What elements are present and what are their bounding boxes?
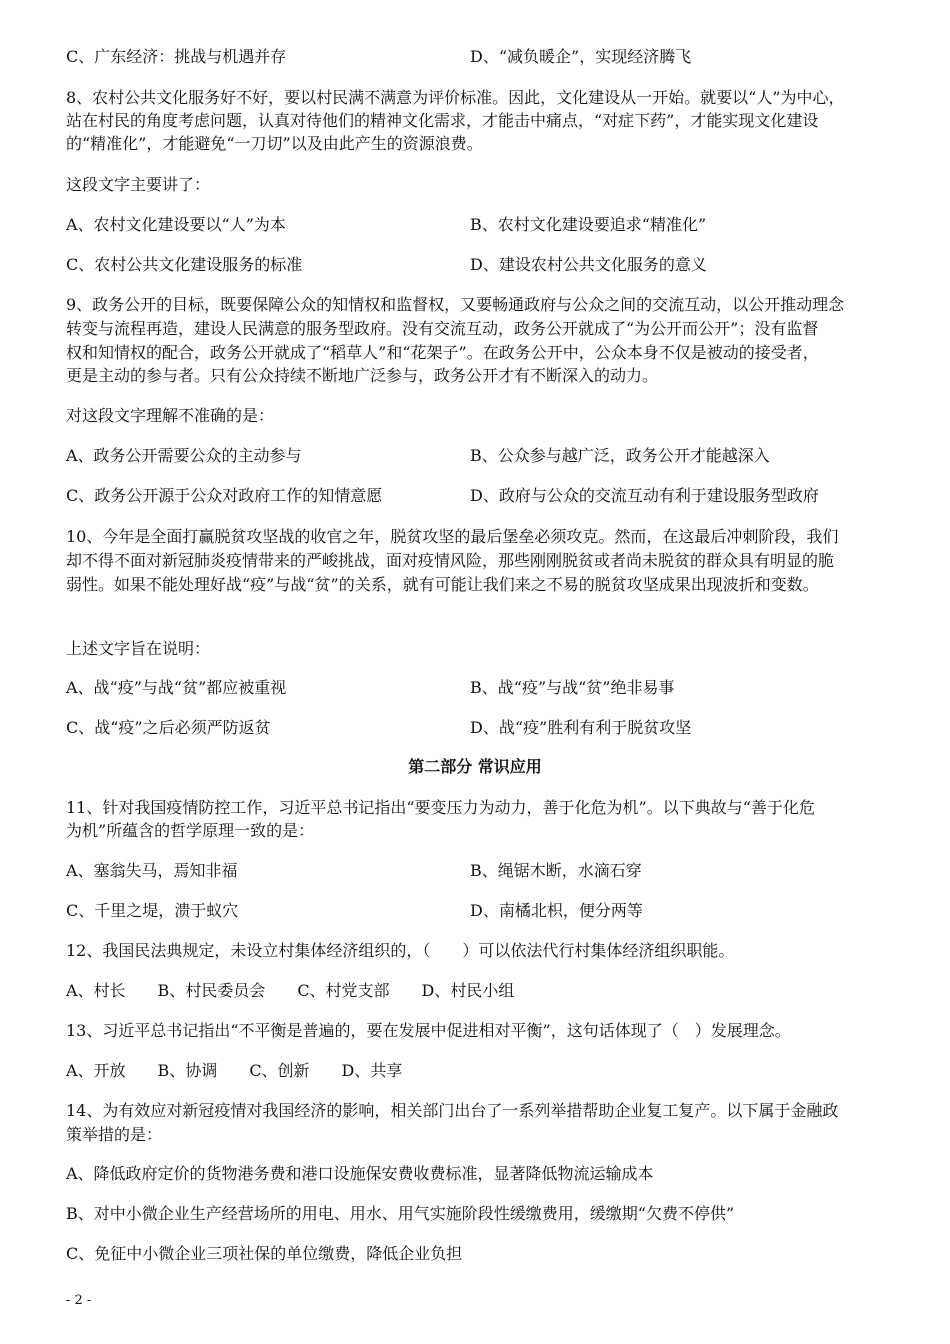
q9-option-d: D、政府与公众的交流互动有利于建设服务型政府 bbox=[470, 486, 819, 505]
q14-option-b: B、对中小微企业生产经营场所的用电、用水、用气实施阶段性缓缴费用，缓缴期“欠费不停供” bbox=[66, 1204, 735, 1223]
q10-stem-line: 却不得不面对新冠肺炎疫情带来的严峻挑战，面对疫情风险，那些刚刚脱贫或者尚未脱贫的群众具有明显的脆 bbox=[66, 551, 835, 570]
section-title: 第二部分 常识应用 bbox=[408, 757, 542, 776]
q10-option-a: A、战“疫”与战“贫”都应被重视 bbox=[66, 678, 287, 697]
q9-option-b: B、公众参与越广泛，政务公开才能越深入 bbox=[470, 446, 770, 465]
q10-stem-line: 10、今年是全面打赢脱贫攻坚战的收官之年，脱贫攻坚的最后堡垒必须攻克。然而，在这最后冲刺阶段，我们 bbox=[66, 527, 839, 546]
q11-option-b: B、绳锯木断，水滴石穿 bbox=[470, 861, 642, 880]
q12-stem: 12、我国民法典规定，未设立村集体经济组织的，（ ）可以依法代行村集体经济组织职能。 bbox=[66, 941, 735, 960]
q14-option-c: C、免征中小微企业三项社保的单位缴费，降低企业负担 bbox=[66, 1244, 463, 1263]
q14-option-a: A、降低政府定价的货物港务费和港口设施保安费收费标准，显著降低物流运输成本 bbox=[66, 1164, 654, 1183]
q9-stem-line: 更是主动的参与者。只有公众持续不断地广泛参与，政务公开才有不断深入的动力。 bbox=[66, 366, 659, 385]
q13-options: A、开放 B、协调 C、创新 D、共享 bbox=[66, 1061, 403, 1080]
q7-option-d: D、“减负暖企”，实现经济腾飞 bbox=[470, 47, 692, 66]
q14-stem-line: 策举措的是： bbox=[66, 1125, 163, 1144]
q9-question: 对这段文字理解不准确的是： bbox=[66, 406, 275, 425]
q9-option-a: A、政务公开需要公众的主动参与 bbox=[66, 446, 302, 465]
q8-option-c: C、农村公共文化建设服务的标准 bbox=[66, 255, 303, 274]
q7-option-c: C、广东经济：挑战与机遇并存 bbox=[66, 47, 287, 66]
q11-stem-line: 11、针对我国疫情防控工作，习近平总书记指出“要变压力为动力，善于化危为机”。以下典故与“善于化危 bbox=[66, 798, 815, 817]
q10-option-b: B、战“疫”与战“贫”绝非易事 bbox=[470, 678, 675, 697]
q8-stem-line: 的“精准化”，才能避免“一刀切”以及由此产生的资源浪费。 bbox=[66, 134, 483, 153]
q8-option-b: B、农村文化建设要追求“精准化” bbox=[470, 215, 707, 234]
q11-option-c: C、千里之堤，溃于蚁穴 bbox=[66, 901, 239, 920]
q10-option-c: C、战“疫”之后必须严防返贫 bbox=[66, 718, 271, 737]
q11-option-d: D、南橘北枳，便分两等 bbox=[470, 901, 643, 920]
q9-stem-line: 权和知情权的配合，政务公开就成了“稻草人”和“花架子”。在政务公开中，公众本身不仅是被动的接受者， bbox=[66, 343, 819, 362]
q9-stem-line: 9、政务公开的目标，既要保障公众的知情权和监督权，又要畅通政府与公众之间的交流互动，以公开推动理念 bbox=[66, 295, 845, 314]
q14-stem-line: 14、为有效应对新冠疫情对我国经济的影响，相关部门出台了一系列举措帮助企业复工复产。以下属于金融政 bbox=[66, 1101, 839, 1120]
q9-stem-line: 转变与流程再造，建设人民满意的服务型政府。没有交流互动，政务公开就成了“为公开而公开”；没有监督 bbox=[66, 319, 819, 338]
q8-stem-line: 8、农村公共文化服务好不好，要以村民满不满意为评价标准。因此，文化建设从一开始。就要以“人”为中心， bbox=[66, 88, 845, 107]
q8-option-a: A、农村文化建设要以“人”为本 bbox=[66, 215, 286, 234]
q11-option-a: A、塞翁失马，焉知非福 bbox=[66, 861, 238, 880]
q8-question: 这段文字主要讲了： bbox=[66, 175, 211, 194]
q10-option-d: D、战“疫”胜利有利于脱贫攻坚 bbox=[470, 718, 692, 737]
q12-options: A、村长 B、村民委员会 C、村党支部 D、村民小组 bbox=[66, 981, 515, 1000]
q8-option-d: D、建设农村公共文化服务的意义 bbox=[470, 255, 707, 274]
q8-stem-line: 站在村民的角度考虑问题，认真对待他们的精神文化需求，才能击中痛点，“对症下药”，才能实现文化建设 bbox=[66, 111, 819, 130]
q9-option-c: C、政务公开源于公众对政府工作的知情意愿 bbox=[66, 486, 383, 505]
page-number: - 2 - bbox=[66, 1293, 92, 1308]
q11-stem-line: 为机”所蕴含的哲学原理一致的是： bbox=[66, 821, 315, 840]
q10-question: 上述文字旨在说明： bbox=[66, 639, 211, 658]
q10-stem-line: 弱性。如果不能处理好战“疫”与战“贫”的关系，就有可能让我们来之不易的脱贫攻坚成果出现波折和变数。 bbox=[66, 575, 819, 594]
q13-stem: 13、习近平总书记指出“不平衡是普遍的，要在发展中促进相对平衡”，这句话体现了（ ）发展理念。 bbox=[66, 1021, 791, 1040]
